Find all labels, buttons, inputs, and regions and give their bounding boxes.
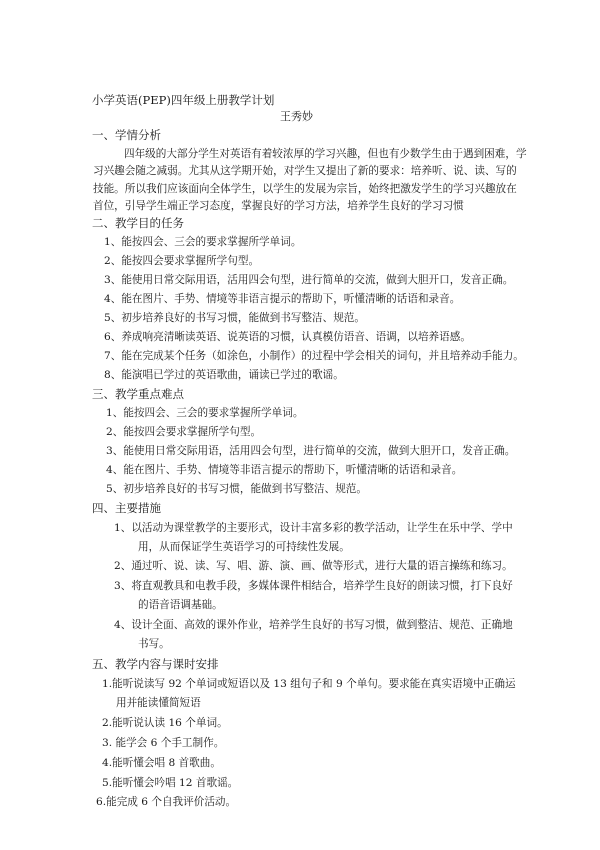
key-point-item-2: 2、能按四会要求掌握所学句型。 [106,426,262,438]
analysis-paragraph-line-1: 四年级的大部分学生对英语有着较浓厚的学习兴趣，但也有少数学生由于遇到困难，学 [124,148,527,160]
analysis-paragraph-line-4: 首位，引导学生端正学习态度，掌握良好的学习方法，培养学生良好的学习习惯 [93,200,464,212]
content-item-1-line-2: 用并能读懂简短语 [116,697,201,709]
goal-item-4: 4、能在图片、手势、情境等非语言提示的帮助下，听懂清晰的话语和录音。 [104,293,461,305]
key-point-item-3: 3、能使用日常交际用语，活用四会句型，进行简单的交流，做到大胆开口，发音正确。 [106,445,516,457]
key-point-item-1: 1、能按四会、三会的要求掌握所学单词。 [106,407,304,419]
key-point-item-5: 5、初步培养良好的书写习惯，能做到书写整洁、规范。 [106,483,367,495]
section-heading-analysis: 一、学情分析 [92,128,161,142]
content-item-2: 2.能听说认读 16 个单词。 [102,717,228,729]
goal-item-3: 3、能使用日常交际用语，活用四会句型，进行简单的交流，做到大胆开口，发音正确。 [104,274,514,286]
goal-item-5: 5、初步培养良好的书写习惯，能做到书写整洁、规范。 [104,312,365,324]
content-item-5: 5.能听懂会吟唱 12 首歌谣。 [102,777,239,789]
analysis-paragraph-line-3: 技能。所以我们应该面向全体学生，以学生的发展为宗旨，始终把激发学生的学习兴趣放在 [93,183,517,195]
measure-item-4-line-1: 4、设计全面、高效的课外作业，培养学生良好的书写习惯，做到整洁、规范、正确地 [114,619,513,631]
content-item-6: 6.能完成 6 个自我评价活动。 [96,796,237,808]
goal-item-6: 6、养成响亮清晰读英语、说英语的习惯，认真模仿语音、语调，以培养语感。 [104,331,471,343]
author-name: 王秀妙 [280,110,313,123]
section-heading-key-points: 三、教学重点难点 [92,387,184,401]
section-heading-content-schedule: 五、教学内容与课时安排 [92,657,219,671]
measure-item-3-line-1: 3、将直观教具和电教手段，多媒体课件相结合，培养学生良好的朗读习惯，打下良好 [114,580,513,592]
measure-item-1-line-1: 1、以活动为课堂教学的主要形式，设计丰富多彩的教学活动，让学生在乐中学、学中 [114,522,513,534]
goal-item-1: 1、能按四会、三会的要求掌握所学单词。 [104,236,302,248]
section-heading-measures: 四、主要措施 [92,501,161,515]
document-title: 小学英语(PEP)四年级上册教学计划 [92,93,275,107]
key-point-item-4: 4、能在图片、手势、情境等非语言提示的帮助下，听懂清晰的话语和录音。 [106,464,463,476]
section-heading-goals: 二、教学目的任务 [92,216,184,230]
measure-item-2: 2、通过听、说、读、写、唱、游、演、画、做等形式，进行大量的语言操练和练习。 [114,560,513,572]
measure-item-3-line-2: 的语音语调基础。 [138,599,223,611]
goal-item-8: 8、能演唱已学过的英语歌曲，诵读已学过的歌谣。 [104,369,344,381]
goal-item-2: 2、能按四会要求掌握所学句型。 [104,255,260,267]
analysis-paragraph-line-2: 习兴趣会随之减弱。尤其从这学期开始，对学生又提出了新的要求：培养听、说、读、写的 [93,165,517,177]
measure-item-1-line-2: 用，从而保证学生英语学习的可持续性发展。 [138,541,350,553]
content-item-4: 4.能听懂会唱 8 首歌曲。 [102,757,221,769]
measure-item-4-line-2: 书写。 [138,638,170,650]
content-item-1-line-1: 1.能听说读写 92 个单词或短语以及 13 组句子和 9 个单句。要求能在真实语境中正确运 [102,678,516,690]
goal-item-7: 7、能在完成某个任务（如涂色，小制作）的过程中学会相关的词句，并且培养动手能力。 [104,350,524,362]
content-item-3: 3. 能学会 6 个手工制作。 [102,737,225,749]
